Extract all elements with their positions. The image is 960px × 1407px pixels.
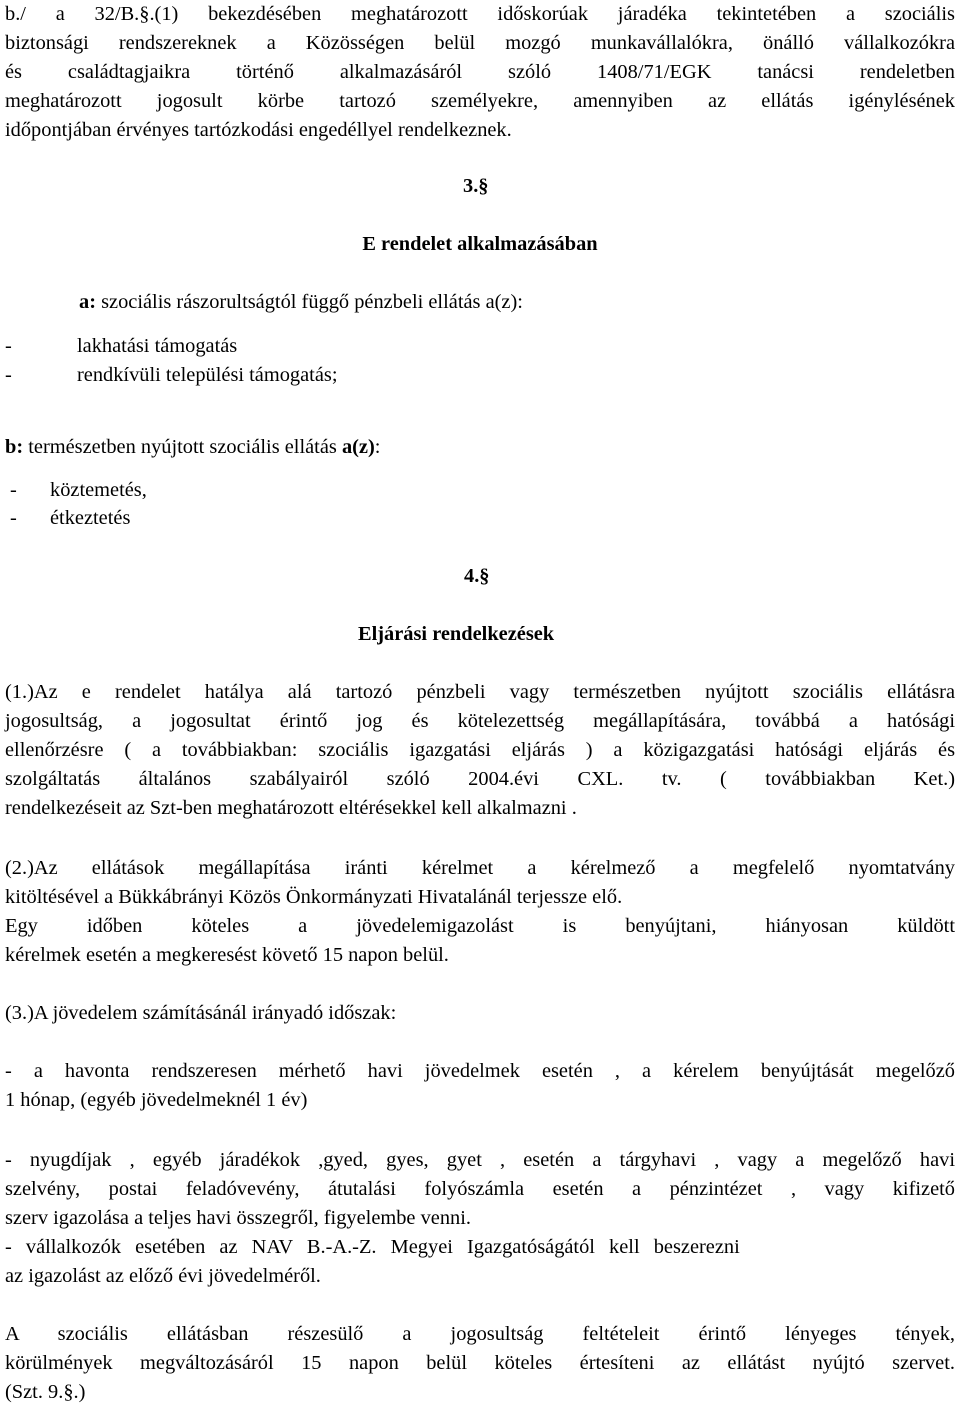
intro-line: és családtagjaikra történő alkalmazásáról szóló 1408/71/EGK tanácsi rendeletben <box>5 61 955 83</box>
paragraph-line: - vállalkozók esetében az NAV B.-A.-Z. Megyei Igazgatóságától kell beszerezni <box>5 1236 740 1258</box>
paragraph-line: szolgáltatás általános szabályairól szóló 2004.évi CXL. tv. ( továbbiakban Ket.) <box>5 768 955 790</box>
item-a-text: szociális rászorultságtól függő pénzbeli ellátás a(z): <box>96 291 523 313</box>
item-b-text-end: : <box>374 436 381 458</box>
paragraph-3b <box>5 1146 955 1291</box>
paragraph-4 <box>5 1320 955 1407</box>
list-item-text: étkeztetés <box>50 507 131 529</box>
paragraph-line: ellenőrzésre ( a továbbiakban: szociális igazgatási eljárás ) a közigazgatási hatósági eljárás és <box>5 739 955 761</box>
paragraph-2 <box>5 854 955 970</box>
paragraph-3a <box>5 1057 955 1115</box>
paragraph-line: kitöltésével a Bükkábrányi Közös Önkormányzati Hivatalánál terjessze elő. <box>5 886 623 908</box>
paragraph-line: (3.)A jövedelem számításánál irányadó időszak: <box>5 1002 397 1024</box>
intro-line: biztonsági rendszereknek a Közösségen belül mozgó munkavállalókra, önálló vállalkozókra <box>5 32 955 54</box>
paragraph-line: - a havonta rendszeresen mérhető havi jövedelmek esetén , a kérelem benyújtását megelőző <box>5 1060 955 1082</box>
intro-line: b./ a 32/B.§.(1) bekezdésében meghatározott időskorúak járadéka tekintetében a szociális <box>5 3 955 25</box>
paragraph-line: körülmények megváltozásáról 15 napon belül köteles értesíteni az ellátást nyújtó szervet. <box>5 1352 955 1374</box>
dash-bullet: - <box>5 364 12 386</box>
intro-line: időpontjában érvényes tartózkodási engedéllyel rendelkeznek. <box>5 119 512 141</box>
section-4-number: 4.§ <box>464 565 490 587</box>
section-3-title: E rendelet alkalmazásában <box>362 233 598 255</box>
section-3-b-heading <box>5 433 380 462</box>
paragraph-1 <box>5 678 955 823</box>
intro-paragraph <box>5 0 955 145</box>
paragraph-line: - nyugdíjak , egyéb járadékok ,gyed, gyes, gyet , esetén a tárgyhavi , vagy a megelőző havi <box>5 1149 955 1171</box>
section-3-number: 3.§ <box>463 175 489 197</box>
paragraph-line: Egy időben köteles a jövedelemigazolást is benyújtani, hiányosan küldött <box>5 915 955 937</box>
paragraph-line: A szociális ellátásban részesülő a jogosultság feltételeit érintő lényeges tények, <box>5 1323 955 1345</box>
intro-line: meghatározott jogosult körbe tartozó személyekre, amennyiben az ellátás igénylésének <box>5 90 955 112</box>
section-4-title: Eljárási rendelkezések <box>358 623 555 645</box>
paragraph-line: kérelmek esetén a megkeresést követő 15 napon belül. <box>5 944 449 966</box>
paragraph-line: (Szt. 9.§.) <box>5 1381 86 1403</box>
list-item <box>10 504 130 533</box>
paragraph-3-title <box>5 999 955 1028</box>
paragraph-line: szerv igazolása a teljes havi összegről, figyelembe venni. <box>5 1207 471 1229</box>
list-item-text: rendkívüli települési támogatás; <box>77 364 338 386</box>
dash-bullet: - <box>5 335 12 357</box>
paragraph-line: az igazolást az előző évi jövedelméről. <box>5 1265 321 1287</box>
dash-bullet: - <box>10 507 17 529</box>
list-item <box>10 476 147 505</box>
list-item-text: köztemetés, <box>50 479 147 501</box>
item-b-label: b: <box>5 436 24 458</box>
paragraph-line: 1 hónap, (egyéb jövedelmeknél 1 év) <box>5 1089 308 1111</box>
paragraph-line: (1.)Az e rendelet hatálya alá tartozó pénzbeli vagy természetben nyújtott szociális ellátásra <box>5 681 955 703</box>
paragraph-line: rendelkezéseit az Szt-ben meghatározott eltérésekkel kell alkalmazni . <box>5 797 577 819</box>
paragraph-line: szelvény, postai feladóvevény, átutalási folyószámla esetén a pénzintézet , vagy kifizető <box>5 1178 955 1200</box>
list-item <box>5 361 337 390</box>
paragraph-line: (2.)Az ellátások megállapítása iránti kérelmet a kérelmező a megfelelő nyomtatvány <box>5 857 955 879</box>
list-item-text: lakhatási támogatás <box>77 335 238 357</box>
section-3-a-heading <box>79 288 523 317</box>
item-a-label: a: <box>79 291 96 313</box>
item-b-text: természetben nyújtott szociális ellátás <box>23 436 342 458</box>
dash-bullet: - <box>10 479 17 501</box>
item-b-text-bold: a(z) <box>341 436 375 458</box>
list-item <box>5 332 237 361</box>
paragraph-line: jogosultság, a jogosultat érintő jog és kötelezettség megállapítására, továbbá a hatósági <box>5 710 955 732</box>
